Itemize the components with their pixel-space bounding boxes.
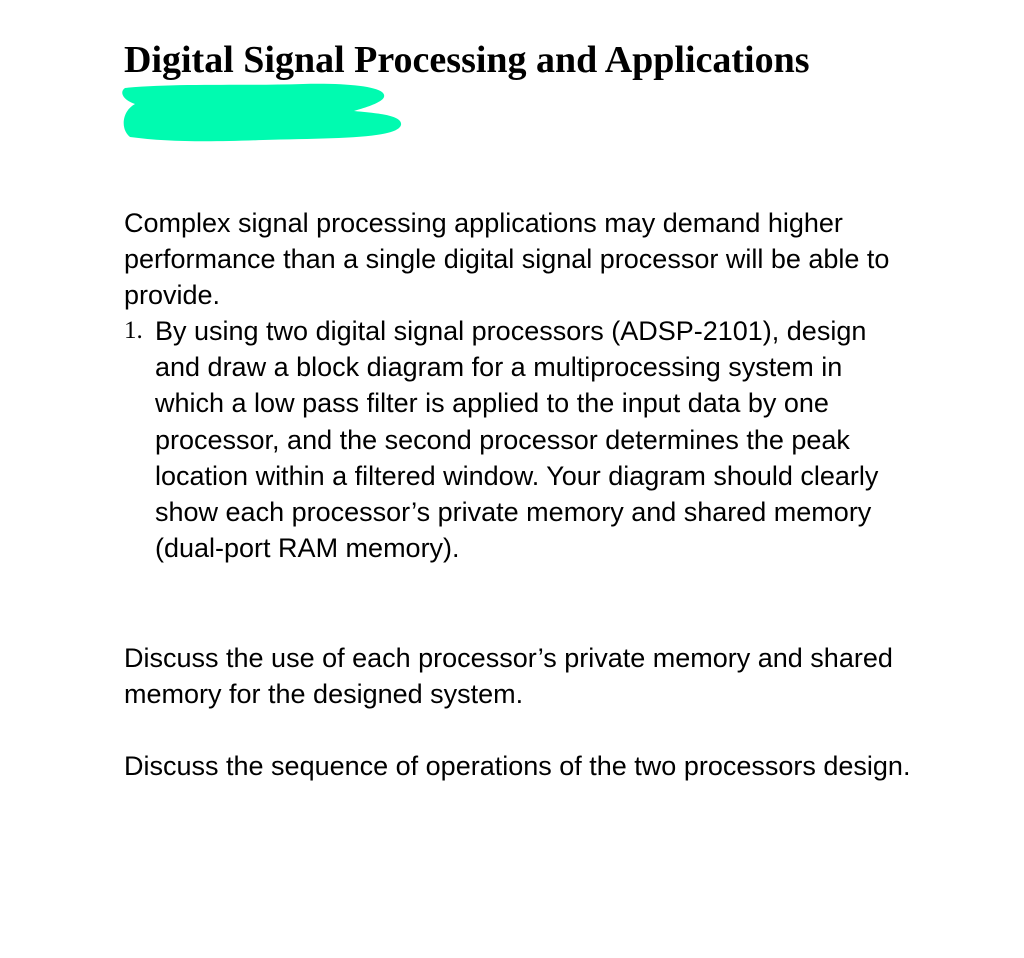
sequence-discussion-text: Discuss the sequence of operations of the two processors design.: [124, 751, 911, 781]
intro-paragraph: [124, 205, 914, 314]
memory-discussion-question: [124, 640, 914, 712]
memory-discussion-text: Discuss the use of each processor’s private memory and shared memory for the designed system.: [124, 643, 893, 710]
redaction-highlight: [118, 80, 418, 150]
task-row: [124, 313, 914, 566]
sequence-discussion-question: [124, 748, 914, 784]
redaction-stroke: [122, 84, 401, 141]
intro-text: Complex signal processing applications may demand higher performance than a single digital signal processor will be able to provide.: [124, 208, 890, 311]
numbered-task: [124, 313, 914, 566]
task-text: By using two digital signal processors (ADSP-2101), design and draw a block diagram for a multiprocessing system in which a low pass filter is applied to the input data by one processor, and the second processor determines the peak location within a filtered window. Your diagram should clearly show each processor’s private memory and shared memory (dual-port RAM memory).: [155, 316, 879, 564]
document-title: Digital Signal Processing and Applications: [124, 39, 810, 81]
task-number: 1.: [124, 317, 143, 344]
